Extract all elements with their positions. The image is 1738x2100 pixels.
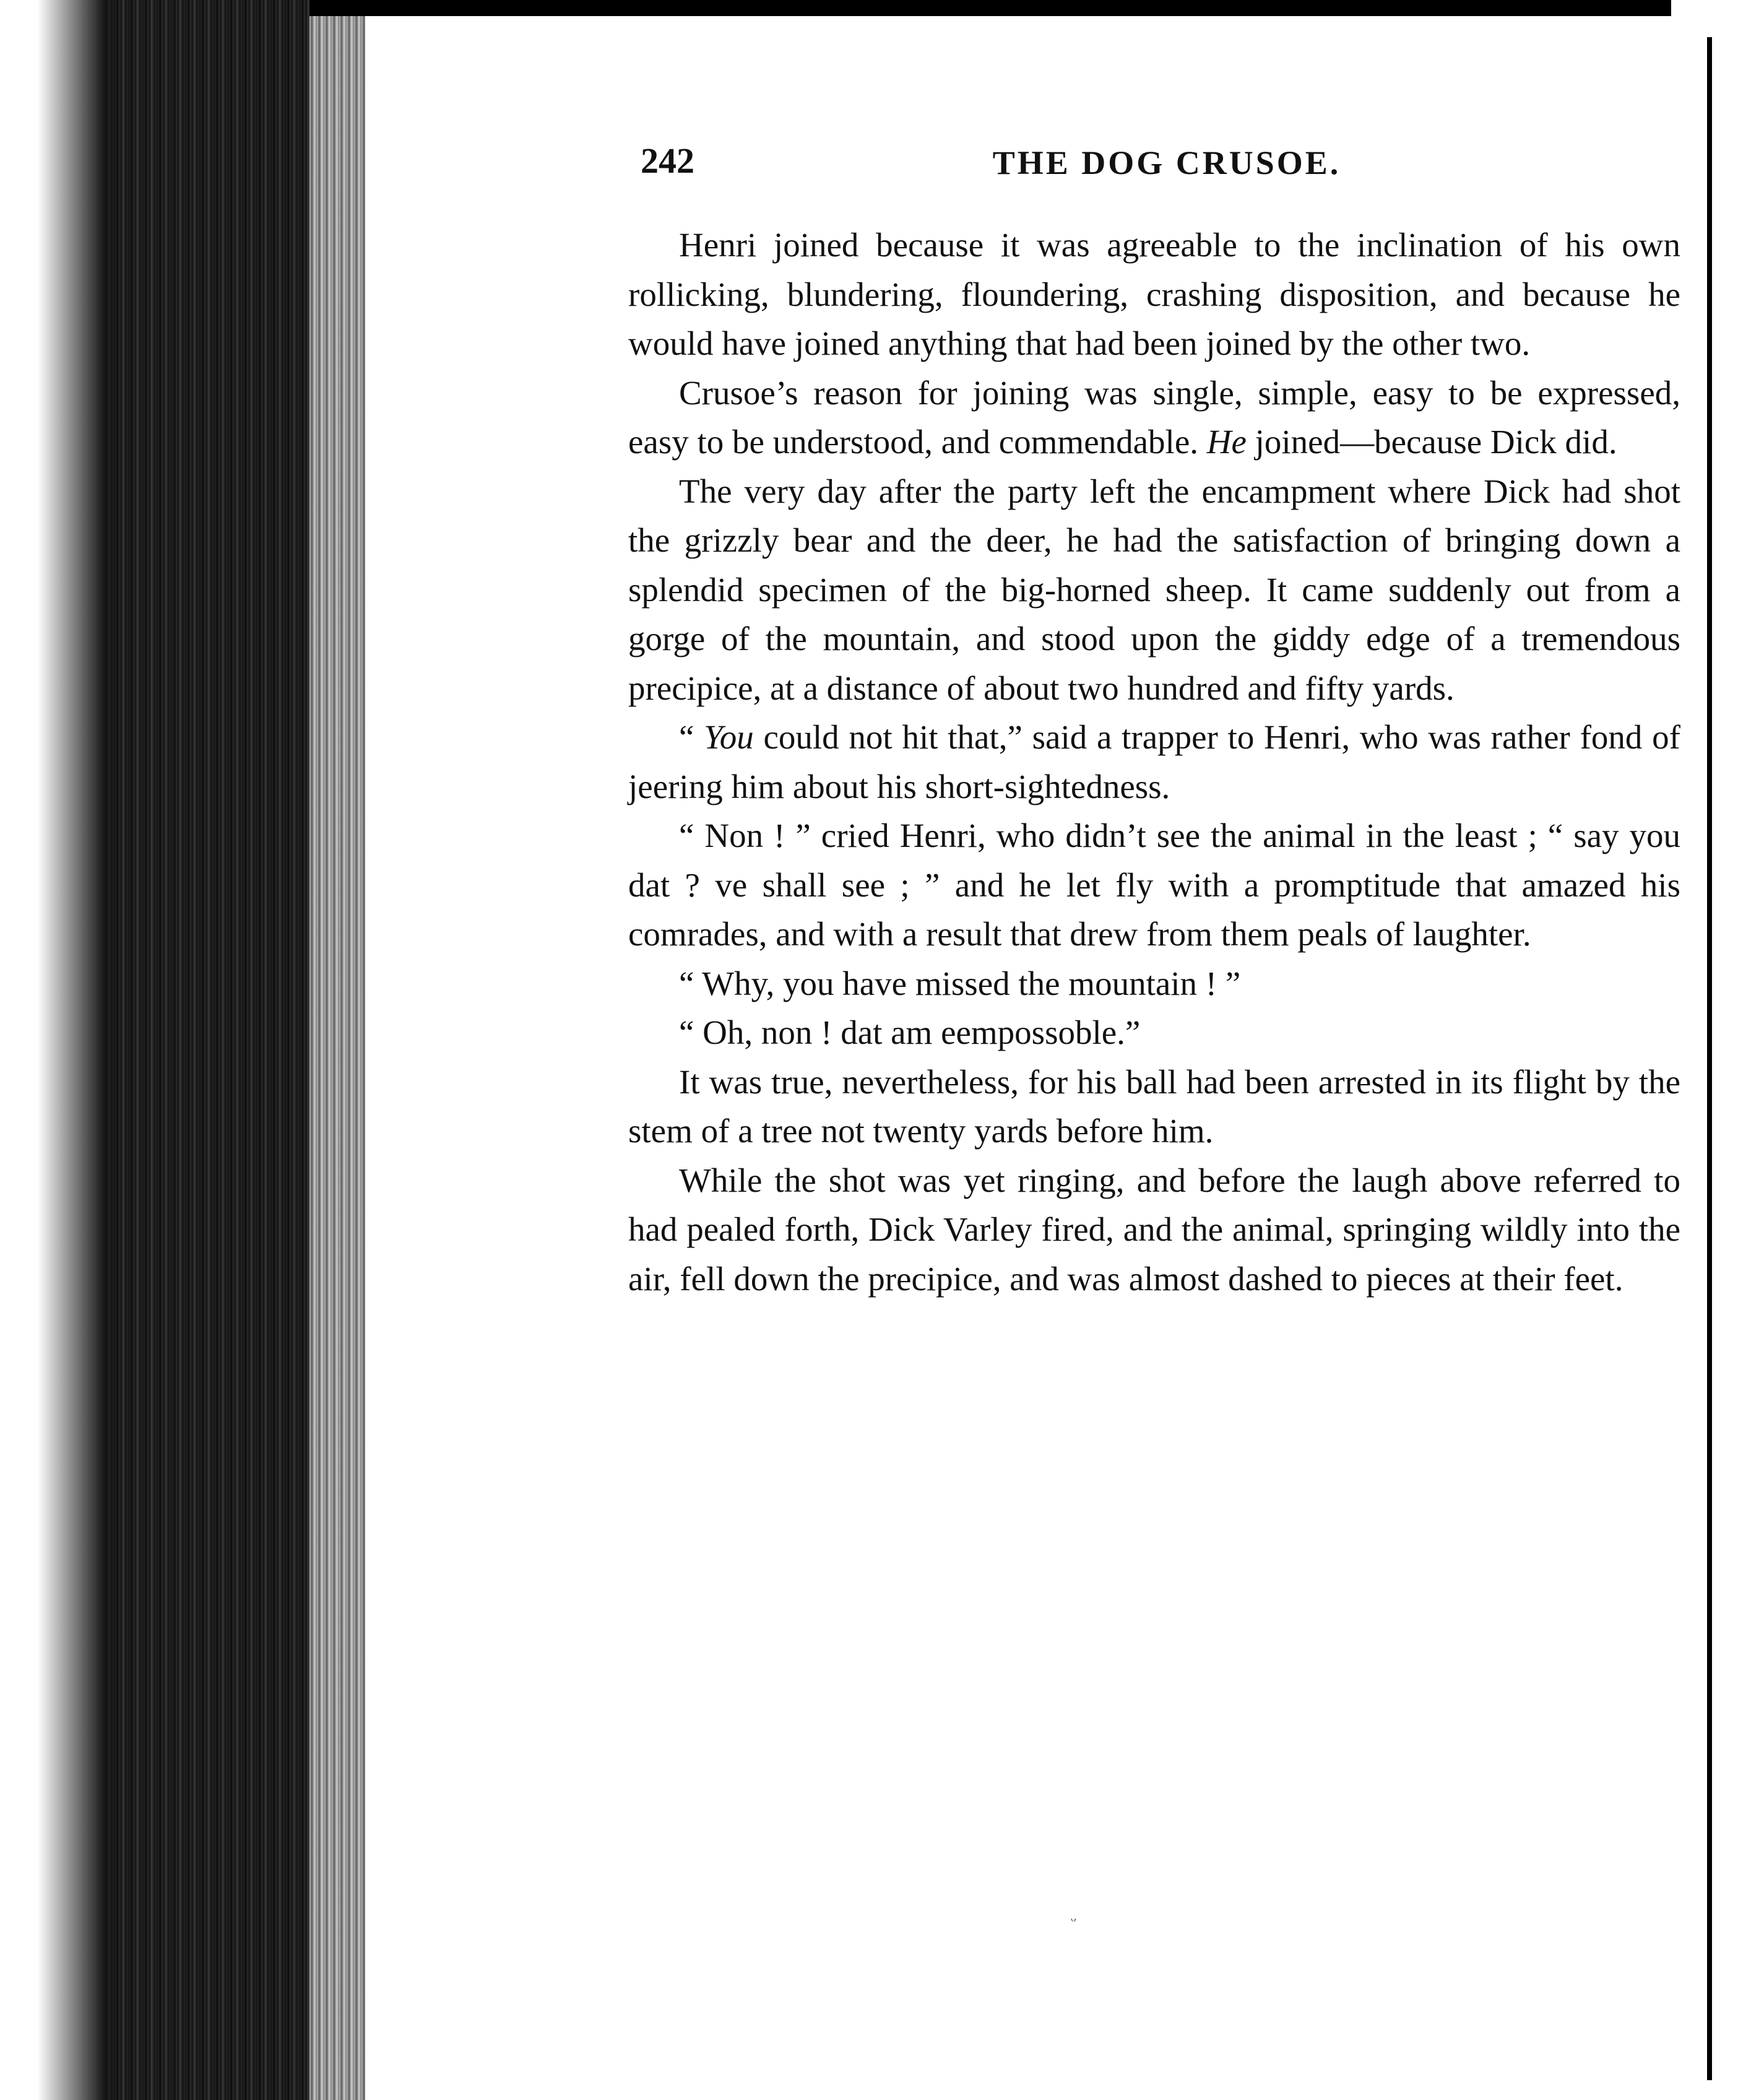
running-header [641, 140, 1693, 196]
facing-page-edge [1707, 37, 1712, 2080]
paragraph-henri-fires: “ Non ! ” cried Henri, who didn’t see the animal in the least ; “ say you dat ? ve shall see ; ” and he let fly with a promptitude that amazed his comrades, and with a result that drew from them peals of laughter. [628, 817, 1680, 953]
paragraph-henri-joined: Henri joined because it was agreeable to the inclination of his own rollicking, blundering, floundering, crashing disposition, and because he would have joined anything that had been joined by the other two. [628, 226, 1680, 362]
paragraph-trapper-taunt [628, 713, 1680, 811]
page-sheet [365, 16, 1707, 2100]
paragraph-crusoe-reason [628, 368, 1680, 467]
space [754, 718, 764, 756]
page-number: 242 [641, 141, 694, 181]
footer-mark: ᵕ [1071, 1911, 1076, 1931]
italic-you: You [704, 718, 754, 756]
paragraph-dick-fires: While the shot was yet ringing, and before the laugh above referred to had pealed forth, Dick Varley fired, and the animal, springing wildly into the air, fell down the precipice, and was almost dashed to pieces at their feet. [628, 1161, 1680, 1298]
paragraph-eempossoble: “ Oh, non ! dat am eempossoble.” [679, 1013, 1141, 1051]
scan-margin [0, 0, 118, 2100]
running-title: THE DOG CRUSOE. [992, 144, 1341, 181]
open-quote: “ [679, 718, 704, 756]
italic-he: He [1206, 423, 1247, 461]
top-border [309, 0, 1671, 16]
paragraph-crusoe-reason-text: Crusoe’s reason for joining was single, simple, easy to be expressed, easy to be understood, and commendable. [628, 373, 1680, 461]
paragraph-missed-mountain: “ Why, you have missed the mountain ! ” [679, 964, 1241, 1002]
page-gutter [309, 0, 365, 2100]
paragraph-trapper-taunt-text: could not hit that,” said a trapper to Henri, who was rather fond of jeering him about his short-sightedness. [628, 718, 1680, 805]
body-text [628, 220, 1680, 1303]
paragraph-big-horned-sheep: The very day after the party left the encampment where Dick had shot the grizzly bear and the deer, he had the satisfaction of bringing down a splendid specimen of the big-horned sheep. It came suddenly out from a gorge of the mountain, and stood upon the giddy edge of a tremendous precipice, at a distance of about two hundred and fifty yards. [628, 472, 1680, 707]
paragraph-ball-arrested: It was true, nevertheless, for his ball had been arrested in its flight by the stem of a tree not twenty yards before him. [628, 1062, 1680, 1150]
paragraph-crusoe-reason-tail: joined—because Dick did. [1246, 423, 1617, 461]
